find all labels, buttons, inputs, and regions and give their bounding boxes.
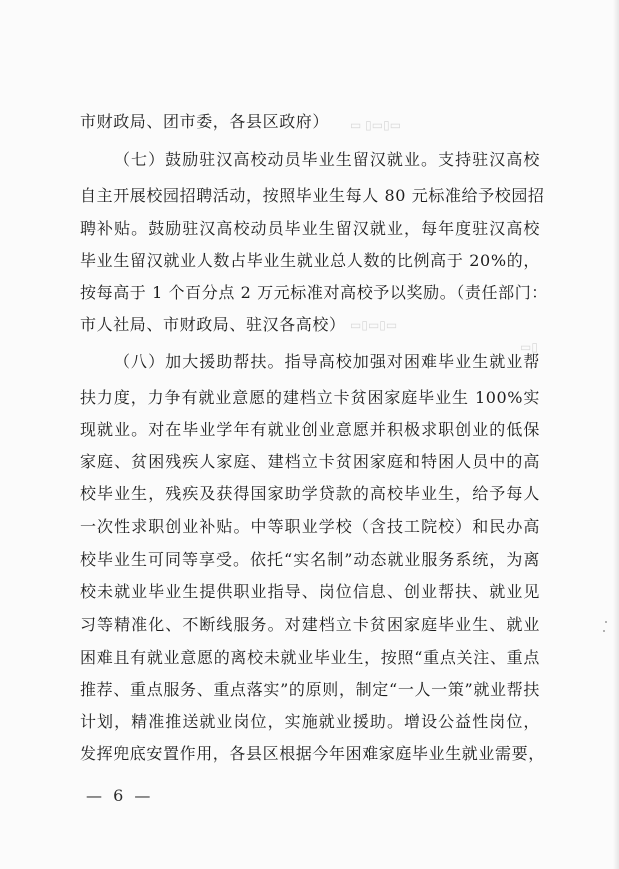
text-line-4: 聘补贴。鼓励驻汉高校动员毕业生留汉就业，每年度驻汉高校 — [80, 219, 540, 238]
text-line-12: 校毕业生，残疾及获得国家助学贷款的高校毕业生，给予每人 — [80, 484, 540, 503]
page-edge-shadow — [613, 0, 619, 869]
show-through-mark: ▭▯ — [520, 340, 538, 354]
scan-speck — [605, 621, 607, 623]
text-line-19: 计划，精准推送就业岗位，实施就业援助。增设公益性岗位， — [80, 712, 540, 731]
text-line-17: 困难且有就业意愿的离校未就业毕业生，按照“重点关注、重点 — [80, 648, 540, 667]
text-line-7: 市人社局、市财政局、驻汉各高校） — [80, 315, 346, 334]
text-line-18: 推荐、重点服务、重点落实”的原则，制定“一人一策”就业帮扶 — [80, 680, 540, 699]
text-line-6: 按每高于 1 个百分点 2 万元标准对高校予以奖励。（责任部门： — [80, 283, 548, 302]
text-line-20: 发挥兜底安置作用，各县区根据今年困难家庭毕业生就业需要， — [80, 744, 545, 763]
text-line-1: 市财政局、团市委，各县区政府） — [80, 112, 330, 131]
text-line-16: 习等精准化、不断线服务。对建档立卡贫困家庭毕业生、就业 — [80, 615, 540, 634]
text-line-8: （八）加大援助帮扶。指导高校加强对困难毕业生就业帮 — [114, 352, 540, 371]
text-line-9: 扶力度，力争有就业意愿的建档立卡贫困家庭毕业生 100%实 — [80, 388, 540, 407]
page-number: — 6 — — [86, 786, 154, 805]
text-line-14: 校毕业生可同等享受。依托“实名制”动态就业服务系统，为离 — [80, 550, 540, 569]
text-line-3: 自主开展校园招聘活动，按照毕业生每人 80 元标准给予校园招 — [80, 186, 545, 205]
scan-speck — [603, 630, 605, 632]
show-through-mark: ▭▯▭▯▭ — [350, 318, 398, 332]
text-line-13: 一次性求职创业补贴。中等职业学校（含技工院校）和民办高 — [80, 517, 540, 536]
text-line-11: 家庭、贫困残疾人家庭、建档立卡贫困家庭和特困人员中的高 — [80, 452, 540, 471]
text-line-2: （七）鼓励驻汉高校动员毕业生留汉就业。支持驻汉高校 — [114, 150, 540, 169]
text-line-10: 现就业。对在毕业学年有就业创业意愿并积极求职创业的低保 — [80, 420, 540, 439]
text-line-15: 校未就业毕业生提供职业指导、岗位信息、创业帮扶、就业见 — [80, 582, 540, 601]
text-line-5: 毕业生留汉就业人数占毕业生就业总人数的比例高于 20%的， — [80, 251, 540, 270]
show-through-mark: ▭ ▯▭▯▭ — [350, 118, 402, 132]
